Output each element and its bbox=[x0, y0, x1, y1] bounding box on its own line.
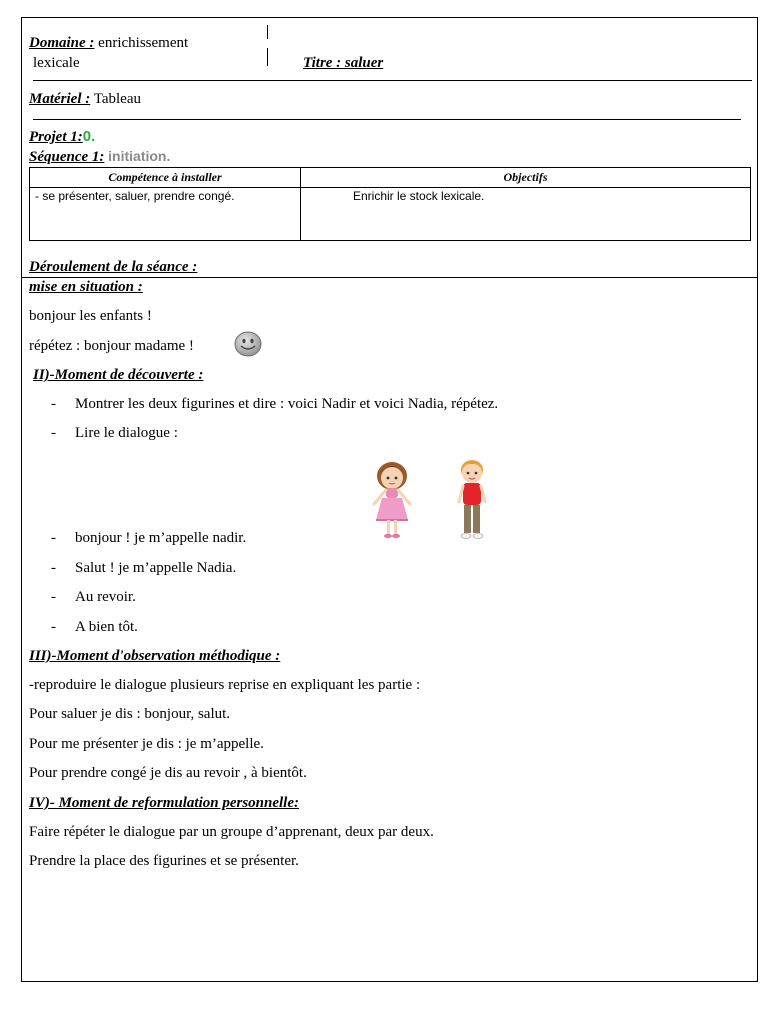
decouverte-title: II)-Moment de découverte : bbox=[33, 367, 204, 383]
bullet-dash: - bbox=[51, 619, 56, 635]
bullet-dash: - bbox=[51, 425, 56, 441]
list-item: Montrer les deux figurines et dire : voici Nadir et voici Nadia, répétez. bbox=[75, 396, 499, 412]
table-header-row bbox=[30, 168, 751, 188]
bullet-dash: - bbox=[51, 530, 56, 546]
smiley-icon bbox=[234, 331, 262, 357]
list-item: bonjour ! je m’appelle nadir. bbox=[75, 530, 247, 546]
observation-title: III)-Moment d'observation méthodique : bbox=[29, 648, 281, 664]
table-row bbox=[30, 188, 751, 241]
list-item: A bien tôt. bbox=[75, 619, 138, 635]
separator-2 bbox=[33, 119, 741, 120]
reformulation-title: IV)- Moment de reformulation personnelle: bbox=[29, 795, 300, 811]
projet-line bbox=[29, 128, 95, 146]
materiel-line bbox=[29, 91, 141, 108]
girl-figurine bbox=[374, 462, 410, 538]
reformulation-line: Faire répéter le dialogue par un groupe d’apprenant, deux par deux. bbox=[29, 824, 434, 840]
table-header-competence: Compétence à installer bbox=[30, 168, 301, 188]
reformulation-line: Prendre la place des figurines et se présenter. bbox=[29, 853, 299, 869]
observation-line: Pour saluer je dis : bonjour, salut. bbox=[29, 706, 231, 722]
domaine-label: Domaine : bbox=[29, 35, 95, 51]
sequence-value: initiation. bbox=[108, 148, 171, 164]
sequence-label: Séquence 1: bbox=[29, 149, 105, 165]
list-item: Lire le dialogue : bbox=[75, 425, 178, 441]
mise-title: mise en situation : bbox=[29, 279, 143, 295]
header-divider-top bbox=[267, 25, 268, 39]
observation-line: Pour prendre congé je dis au revoir , à bientôt. bbox=[29, 765, 307, 781]
table-header-objectifs: Objectifs bbox=[301, 168, 751, 188]
table-cell-objectifs: Enrichir le stock lexicale. bbox=[301, 188, 751, 241]
domaine-value-2: lexicale bbox=[33, 55, 80, 71]
observation-line: Pour me présenter je dis : je m’appelle. bbox=[29, 736, 264, 752]
domaine-value: enrichissement bbox=[98, 35, 189, 51]
bullet-dash: - bbox=[51, 560, 56, 576]
titre-label: Titre : saluer bbox=[303, 55, 384, 71]
mise-line-2: répétez : bonjour madame ! bbox=[29, 338, 194, 354]
boy-figurine bbox=[459, 460, 485, 539]
materiel-value: Tableau bbox=[93, 91, 141, 107]
figurines-illustration bbox=[360, 454, 510, 546]
separator-1 bbox=[33, 80, 752, 81]
objectives-table bbox=[29, 167, 751, 241]
deroulement-title: Déroulement de la séance : bbox=[29, 259, 198, 275]
list-item: Au revoir. bbox=[75, 589, 136, 605]
bullet-dash: - bbox=[51, 396, 56, 412]
mise-line-1: bonjour les enfants ! bbox=[29, 308, 152, 324]
separator-3 bbox=[22, 277, 757, 278]
list-item: Salut ! je m’appelle Nadia. bbox=[75, 560, 237, 576]
observation-line: -reproduire le dialogue plusieurs reprise en expliquant les partie : bbox=[29, 677, 421, 693]
materiel-label: Matériel : bbox=[29, 91, 91, 107]
domaine-line bbox=[29, 35, 188, 52]
projet-value: 0. bbox=[82, 128, 96, 145]
bullet-dash: - bbox=[51, 589, 56, 605]
sequence-line bbox=[29, 148, 170, 166]
projet-label: Projet 1: bbox=[29, 129, 83, 145]
header-divider-bottom bbox=[267, 48, 268, 66]
table-cell-competence: - se présenter, saluer, prendre congé. bbox=[30, 188, 301, 241]
